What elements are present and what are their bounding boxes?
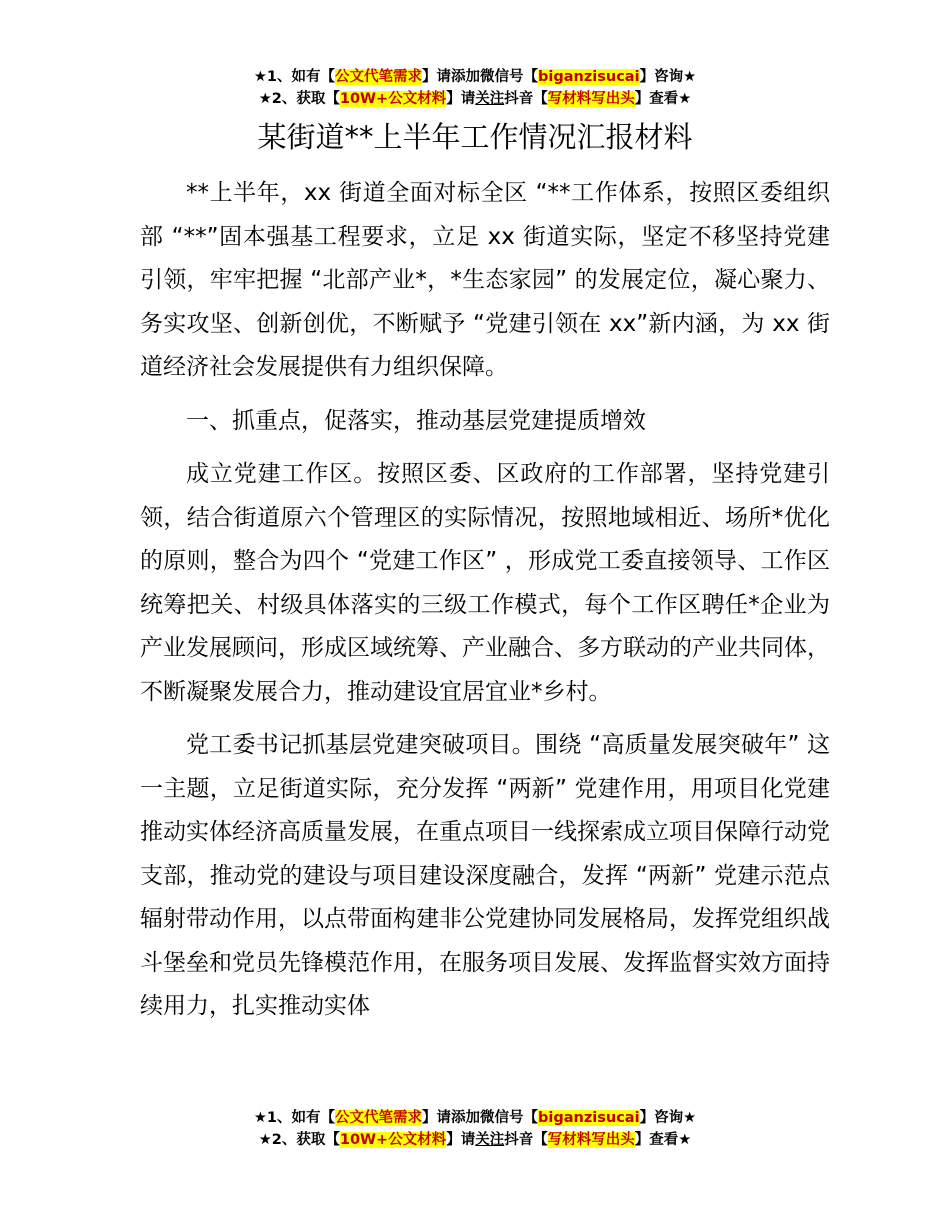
- document-body: [140, 172, 830, 1039]
- header-banner: [0, 66, 950, 110]
- paragraph: 党工委书记抓基层党建突破项目。围绕 “高质量发展突破年” 这一主题，立足街道实际，充分发挥 “两新” 党建作用，用项目化党建推动实体经济高质量发展，在重点项目一线探索成立项目保障行动党支部，推动党的建设与项目建设深度融合，发挥 “两新” 党建示范点辐射带动作用，以点带面构建非公党建协同发展格局，发挥党组织战斗堡垒和党员先锋模范作用，在服务项目发展、发挥监督实效方面持续用力，扎实推动实体: [140, 732, 831, 1019]
- banner-text: 】咨询★: [639, 1110, 697, 1126]
- banner-text: ★2、获取【: [258, 1132, 340, 1148]
- banner-text: ★2、获取【: [258, 91, 340, 107]
- document-title: 某街道**上半年工作情况汇报材料: [257, 120, 693, 154]
- banner-highlight: 10W+公文材料: [339, 1132, 447, 1148]
- footer-banner: [0, 1107, 950, 1151]
- banner-text: 】查看★: [634, 1132, 692, 1148]
- banner-text: ★1、如有【: [253, 69, 336, 85]
- banner-text: 抖音【: [504, 1132, 548, 1148]
- banner-text: 抖音【: [504, 91, 548, 107]
- banner-line-1: [0, 66, 950, 88]
- banner-highlight: 写材料写出头: [547, 91, 635, 107]
- banner-highlight: 写材料写出头: [547, 1132, 635, 1148]
- banner-line-2: [0, 1129, 950, 1151]
- banner-text: 】咨询★: [639, 69, 697, 85]
- banner-text: 】请添加微信号【: [422, 1110, 539, 1126]
- banner-text: ★1、如有【: [253, 1110, 336, 1126]
- banner-line-2: [0, 88, 950, 110]
- banner-highlight: 公文代笔需求: [335, 1110, 423, 1126]
- banner-text: 】请添加微信号【: [422, 69, 539, 85]
- banner-highlight: 公文代笔需求: [335, 69, 423, 85]
- banner-line-1: [0, 1107, 950, 1129]
- banner-underlined: 关注: [475, 91, 505, 107]
- banner-underlined: 关注: [475, 1132, 505, 1148]
- section-heading: 一、抓重点，促落实，推动基层党建提质增效: [186, 407, 646, 434]
- banner-highlight: biganzisucai: [538, 1110, 640, 1126]
- banner-highlight: 10W+公文材料: [339, 91, 447, 107]
- paragraph: 成立党建工作区。按照区委、区政府的工作部署，坚持党建引领，结合街道原六个管理区的实际情况，按照地域相近、场所*优化的原则，整合为四个 “党建工作区” ，形成党工委直接领导、工作区统筹把关、村级具体落实的三级工作模式，每个工作区聘任*企业为产业发展顾问，形成区域统筹、产业融合、多方联动的产业共同体，不断凝聚发展合力，推动建设宜居宜业*乡村。: [140, 461, 830, 705]
- banner-highlight: biganzisucai: [538, 69, 640, 85]
- banner-text: 】查看★: [634, 91, 692, 107]
- banner-text: 】请: [446, 91, 476, 107]
- paragraph-intro: **上半年，xx 街道全面对标全区 “**工作体系，按照区委组织部 “**”固本强基工程要求，立足 xx 街道实际，坚定不移坚持党建引领，牢牢把握 “北部产业*，*生态家园” 的发展定位，凝心聚力、务实攻坚、创新创优，不断赋予 “党建引领在 xx”新内涵，为 xx 街道经济社会发展提供有力组织保障。: [140, 180, 830, 380]
- banner-text: 】请: [446, 1132, 476, 1148]
